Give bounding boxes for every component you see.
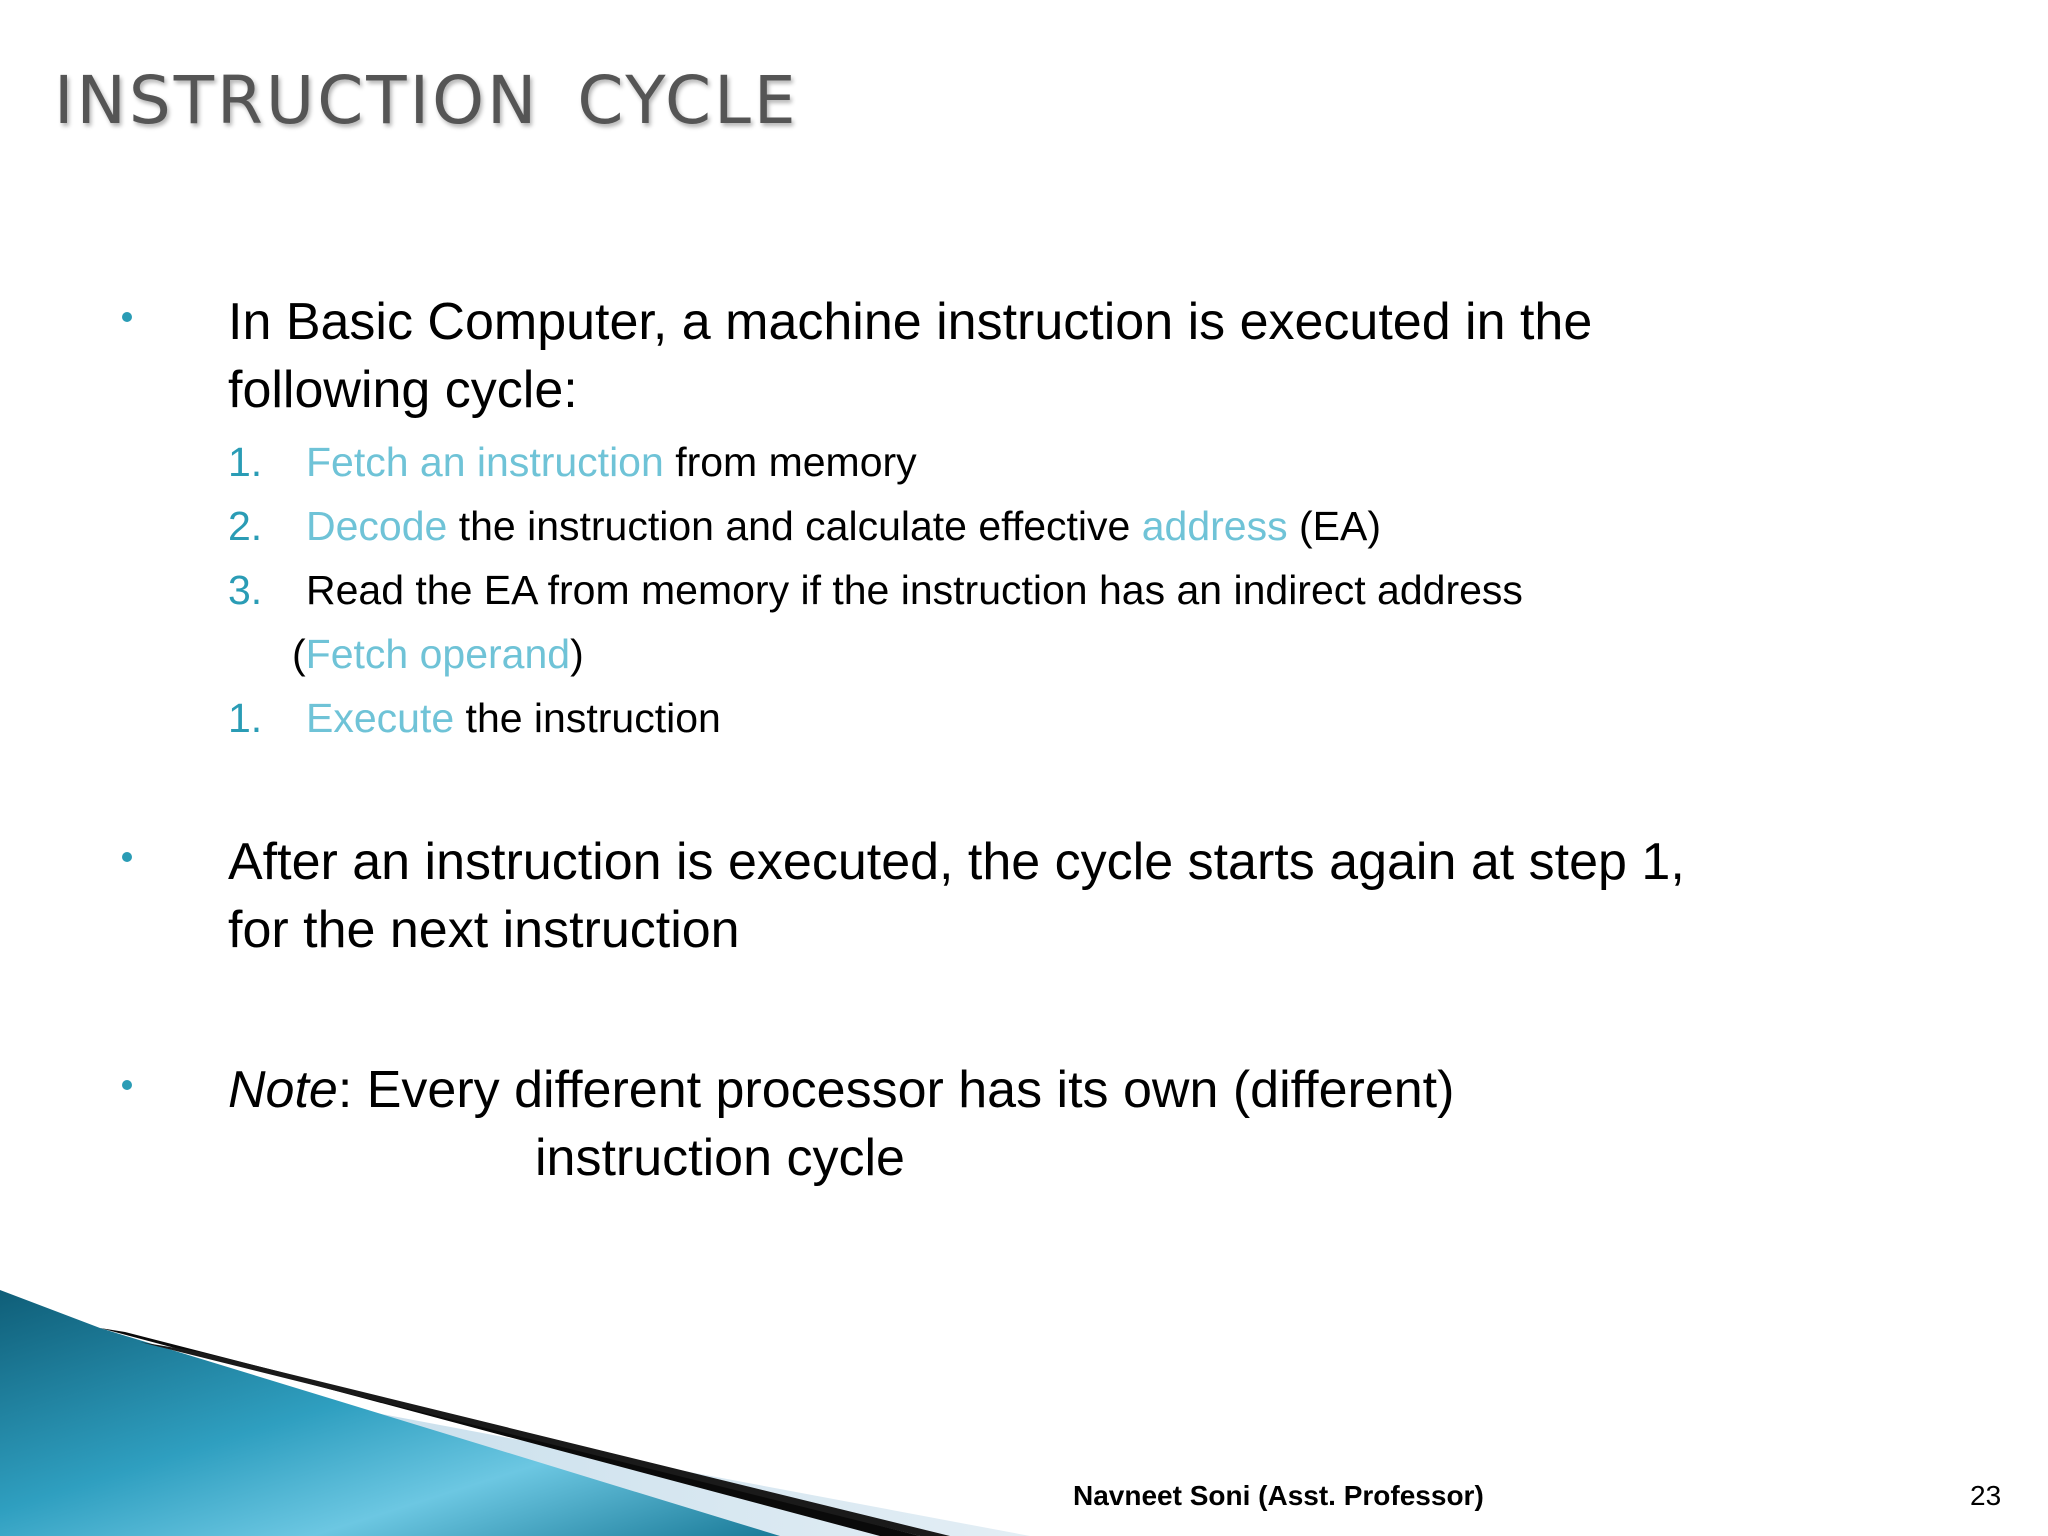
bullet-1-text xyxy=(228,288,1592,424)
bullet-1-line-2: following cycle: xyxy=(228,361,578,419)
footer-author: Navneet Soni (Asst. Professor) xyxy=(1073,1480,1484,1511)
bullet-dot-icon xyxy=(122,312,132,322)
bullet-dot-icon xyxy=(122,1080,132,1090)
bullet-2-line-2: for the next instruction xyxy=(228,901,740,959)
step-number: 2. xyxy=(228,503,263,549)
bullet-2-line-1: After an instruction is executed, the cycle starts again at step 1, xyxy=(228,833,1685,891)
step-2 xyxy=(228,501,1381,551)
step-text: the instruction xyxy=(454,695,721,741)
step-text: from memory xyxy=(663,439,917,485)
paren-open: ( xyxy=(292,631,306,677)
bullet-3-line-2: instruction cycle xyxy=(535,1129,905,1187)
bullet-3-text xyxy=(228,1056,1454,1192)
step-text: Read the EA from memory if the instruction has an indirect address xyxy=(306,567,1523,613)
step-highlight: Fetch an instruction xyxy=(306,439,664,485)
paren-close: ) xyxy=(570,631,584,677)
step-text-end: (EA) xyxy=(1287,503,1381,549)
step-3-continuation xyxy=(292,629,584,679)
decorative-swoosh xyxy=(0,1290,2048,1536)
slide-title: INSTRUCTION CYCLE xyxy=(54,62,799,139)
step-highlight: Decode xyxy=(306,503,448,549)
bullet-1-line-1: In Basic Computer, a machine instruction is executed in the xyxy=(228,293,1593,351)
step-highlight-2: address xyxy=(1141,503,1288,549)
step-number: 1. xyxy=(228,695,263,741)
step-number: 1. xyxy=(228,439,263,485)
bullet-dot-icon xyxy=(122,852,132,862)
step-text: the instruction and calculate effective xyxy=(447,503,1142,549)
page-number: 23 xyxy=(1970,1480,2002,1511)
bullet-3-line-1: : Every different processor has its own (different) xyxy=(337,1061,1455,1119)
step-3 xyxy=(228,565,1523,615)
step-number: 3. xyxy=(228,567,263,613)
step-1 xyxy=(228,437,917,487)
step-highlight: Fetch operand xyxy=(305,631,571,677)
note-label: Note xyxy=(228,1061,338,1119)
step-4 xyxy=(228,693,721,743)
step-highlight: Execute xyxy=(306,695,455,741)
bullet-2-text xyxy=(228,828,1685,964)
